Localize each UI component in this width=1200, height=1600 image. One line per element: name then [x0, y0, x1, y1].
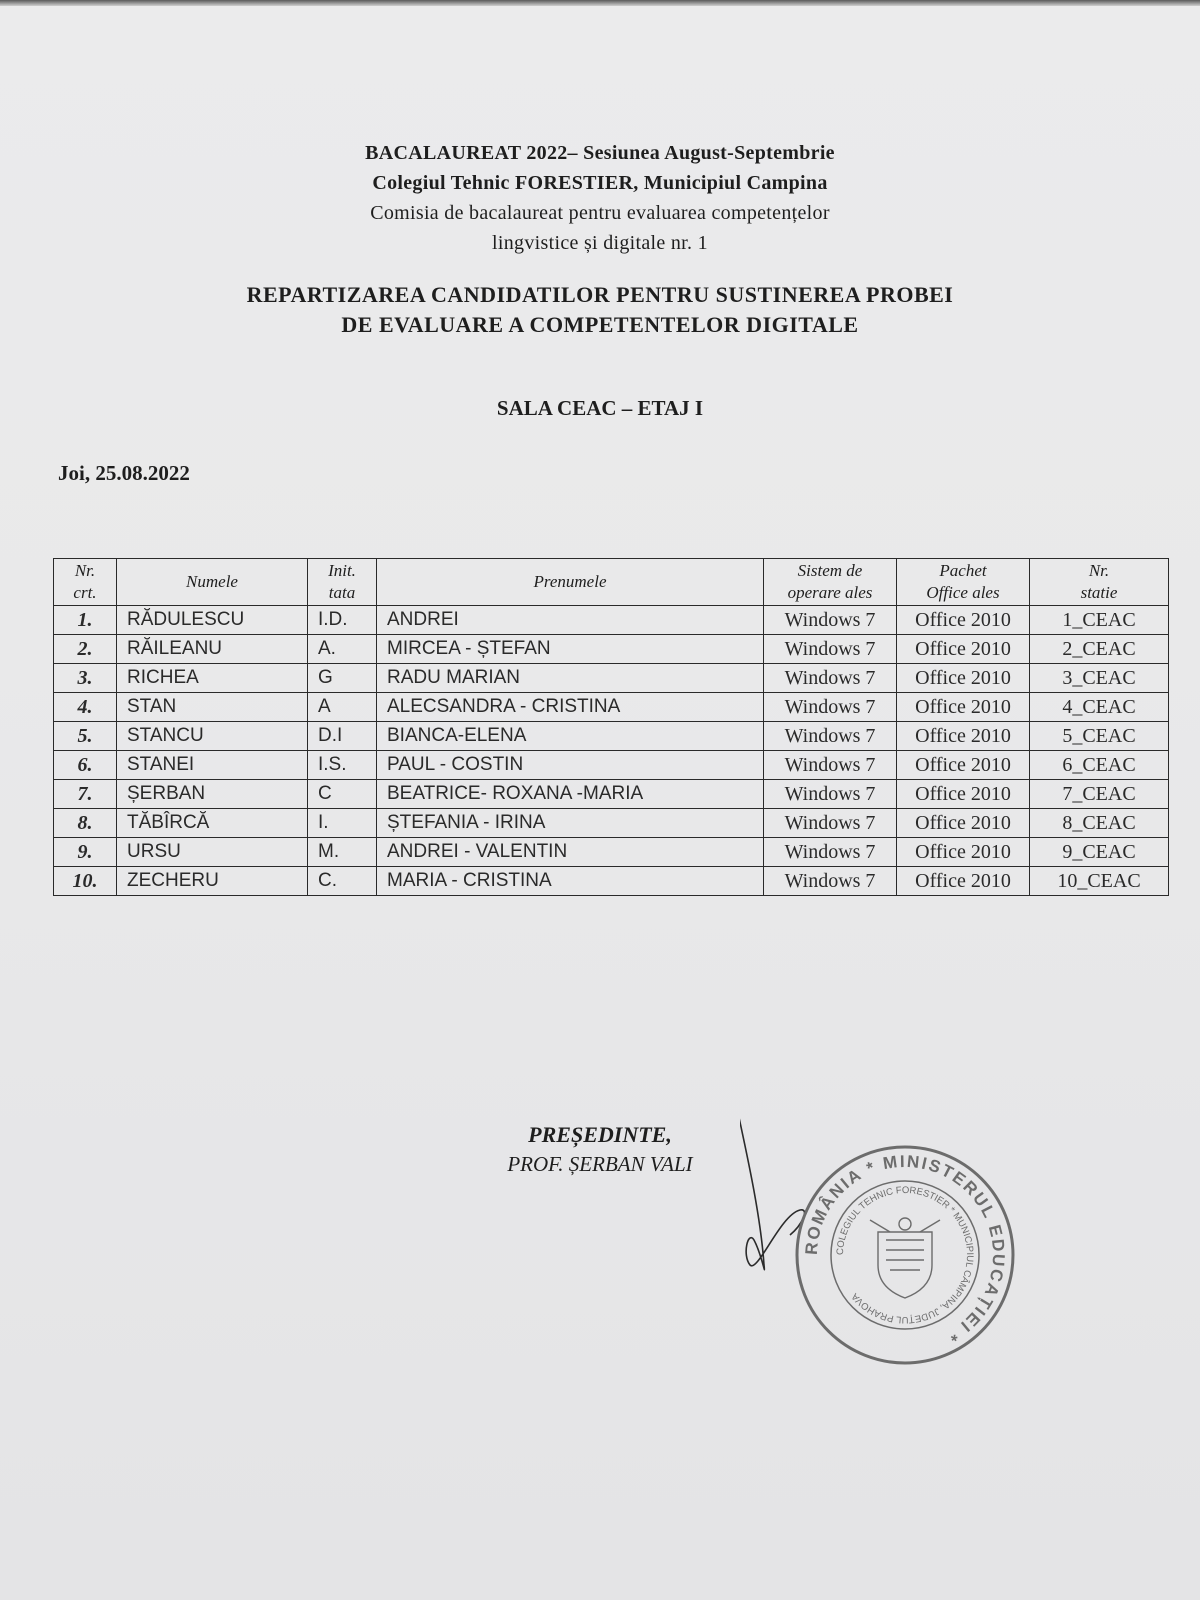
cell-nr: 6. [54, 751, 117, 780]
header-line-commission-2: lingvistice și digitale nr. 1 [492, 232, 708, 254]
cell-nume: TĂBÎRCĂ [117, 809, 308, 838]
document-title [150, 280, 1050, 340]
cell-prenume: ALECSANDRA - CRISTINA [377, 693, 764, 722]
cell-nr: 4. [54, 693, 117, 722]
cell-init: A [308, 693, 377, 722]
cell-nume: STANCU [117, 722, 308, 751]
cell-nr: 5. [54, 722, 117, 751]
cell-statie: 7_CEAC [1030, 780, 1169, 809]
cell-prenume: PAUL - COSTIN [377, 751, 764, 780]
header-line-school: Colegiul Tehnic FORESTIER, Municipiul Campina [372, 172, 828, 194]
cell-nr: 8. [54, 809, 117, 838]
table-row [54, 751, 1169, 780]
signer-role: PREȘEDINTE, [528, 1122, 672, 1147]
cell-office: Office 2010 [897, 635, 1030, 664]
table-row [54, 780, 1169, 809]
cell-nume: URSU [117, 838, 308, 867]
header-statie: Nr. statie [1030, 559, 1169, 606]
cell-init: C. [308, 867, 377, 896]
cell-nr: 10. [54, 867, 117, 896]
cell-nr: 1. [54, 606, 117, 635]
cell-prenume: ȘTEFANIA - IRINA [377, 809, 764, 838]
room-label: SALA CEAC – ETAJ I [496, 396, 704, 420]
header-prenumele: Prenumele [377, 559, 764, 606]
cell-statie: 3_CEAC [1030, 664, 1169, 693]
signer-name: PROF. ȘERBAN VALI [507, 1152, 693, 1176]
stamp-inner-ring [831, 1181, 979, 1329]
cell-nume: ZECHERU [117, 867, 308, 896]
cell-os: Windows 7 [764, 867, 897, 896]
cell-prenume: BEATRICE- ROXANA -MARIA [377, 780, 764, 809]
cell-os: Windows 7 [764, 722, 897, 751]
table-row [54, 809, 1169, 838]
cell-prenume: RADU MARIAN [377, 664, 764, 693]
table-header-row [54, 559, 1169, 606]
cell-prenume: BIANCA-ELENA [377, 722, 764, 751]
cell-office: Office 2010 [897, 838, 1030, 867]
candidates-table [53, 558, 1169, 896]
cell-nr: 9. [54, 838, 117, 867]
cell-nume: RICHEA [117, 664, 308, 693]
title-line-2: DE EVALUARE A COMPETENTELOR DIGITALE [341, 312, 859, 337]
title-line-1: REPARTIZAREA CANDIDATILOR PENTRU SUSTINEREA PROBEI [246, 282, 954, 307]
table-row [54, 693, 1169, 722]
cell-prenume: MIRCEA - ȘTEFAN [377, 635, 764, 664]
cell-office: Office 2010 [897, 606, 1030, 635]
cell-office: Office 2010 [897, 664, 1030, 693]
cell-statie: 4_CEAC [1030, 693, 1169, 722]
cell-init: D.I [308, 722, 377, 751]
cell-prenume: ANDREI [377, 606, 764, 635]
header-line-commission: Comisia de bacalaureat pentru evaluarea competențelor [370, 202, 830, 224]
stamp-outer-text: ROMÂNIA * MINISTERUL EDUCAȚIEI * [801, 1151, 1009, 1347]
cell-statie: 2_CEAC [1030, 635, 1169, 664]
official-stamp [790, 1140, 1020, 1370]
cell-office: Office 2010 [897, 809, 1030, 838]
table-row [54, 867, 1169, 896]
table-row [54, 664, 1169, 693]
cell-os: Windows 7 [764, 838, 897, 867]
cell-nr: 3. [54, 664, 117, 693]
cell-init: M. [308, 838, 377, 867]
cell-init: C [308, 780, 377, 809]
cell-nume: RĂILEANU [117, 635, 308, 664]
cell-statie: 6_CEAC [1030, 751, 1169, 780]
cell-statie: 10_CEAC [1030, 867, 1169, 896]
cell-statie: 8_CEAC [1030, 809, 1169, 838]
header-init: Init. tata [308, 559, 377, 606]
cell-office: Office 2010 [897, 780, 1030, 809]
cell-office: Office 2010 [897, 867, 1030, 896]
header-line-exam: BACALAUREAT 2022– Sesiunea August-Septembrie [365, 142, 835, 164]
cell-nume: ȘERBAN [117, 780, 308, 809]
table-row [54, 838, 1169, 867]
header-numele: Numele [117, 559, 308, 606]
cell-prenume: MARIA - CRISTINA [377, 867, 764, 896]
cell-os: Windows 7 [764, 809, 897, 838]
coat-of-arms-icon [870, 1218, 940, 1298]
cell-office: Office 2010 [897, 722, 1030, 751]
header-office: Pachet Office ales [897, 559, 1030, 606]
table-row [54, 635, 1169, 664]
signature-block [440, 1120, 760, 1178]
cell-statie: 1_CEAC [1030, 606, 1169, 635]
cell-nr: 7. [54, 780, 117, 809]
cell-os: Windows 7 [764, 606, 897, 635]
document-header [200, 138, 1000, 258]
cell-office: Office 2010 [897, 751, 1030, 780]
cell-init: A. [308, 635, 377, 664]
paper-edge [0, 0, 1200, 6]
cell-os: Windows 7 [764, 693, 897, 722]
cell-os: Windows 7 [764, 664, 897, 693]
cell-init: I.D. [308, 606, 377, 635]
cell-nume: RĂDULESCU [117, 606, 308, 635]
table-row [54, 606, 1169, 635]
cell-office: Office 2010 [897, 693, 1030, 722]
cell-nr: 2. [54, 635, 117, 664]
cell-os: Windows 7 [764, 780, 897, 809]
cell-statie: 9_CEAC [1030, 838, 1169, 867]
cell-nume: STANEI [117, 751, 308, 780]
exam-date: Joi, 25.08.2022 [58, 461, 190, 485]
cell-statie: 5_CEAC [1030, 722, 1169, 751]
cell-prenume: ANDREI - VALENTIN [377, 838, 764, 867]
table-row [54, 722, 1169, 751]
cell-init: I. [308, 809, 377, 838]
cell-init: I.S. [308, 751, 377, 780]
header-nr: Nr. crt. [54, 559, 117, 606]
cell-nume: STAN [117, 693, 308, 722]
header-os: Sistem de operare ales [764, 559, 897, 606]
cell-os: Windows 7 [764, 635, 897, 664]
stamp-inner-text: COLEGIUL TEHNIC FORESTIER * MUNICIPIUL CÂMPINA, JUDEȚUL PRAHOVA [834, 1184, 976, 1326]
cell-init: G [308, 664, 377, 693]
stamp-outer-ring [797, 1147, 1013, 1363]
cell-os: Windows 7 [764, 751, 897, 780]
